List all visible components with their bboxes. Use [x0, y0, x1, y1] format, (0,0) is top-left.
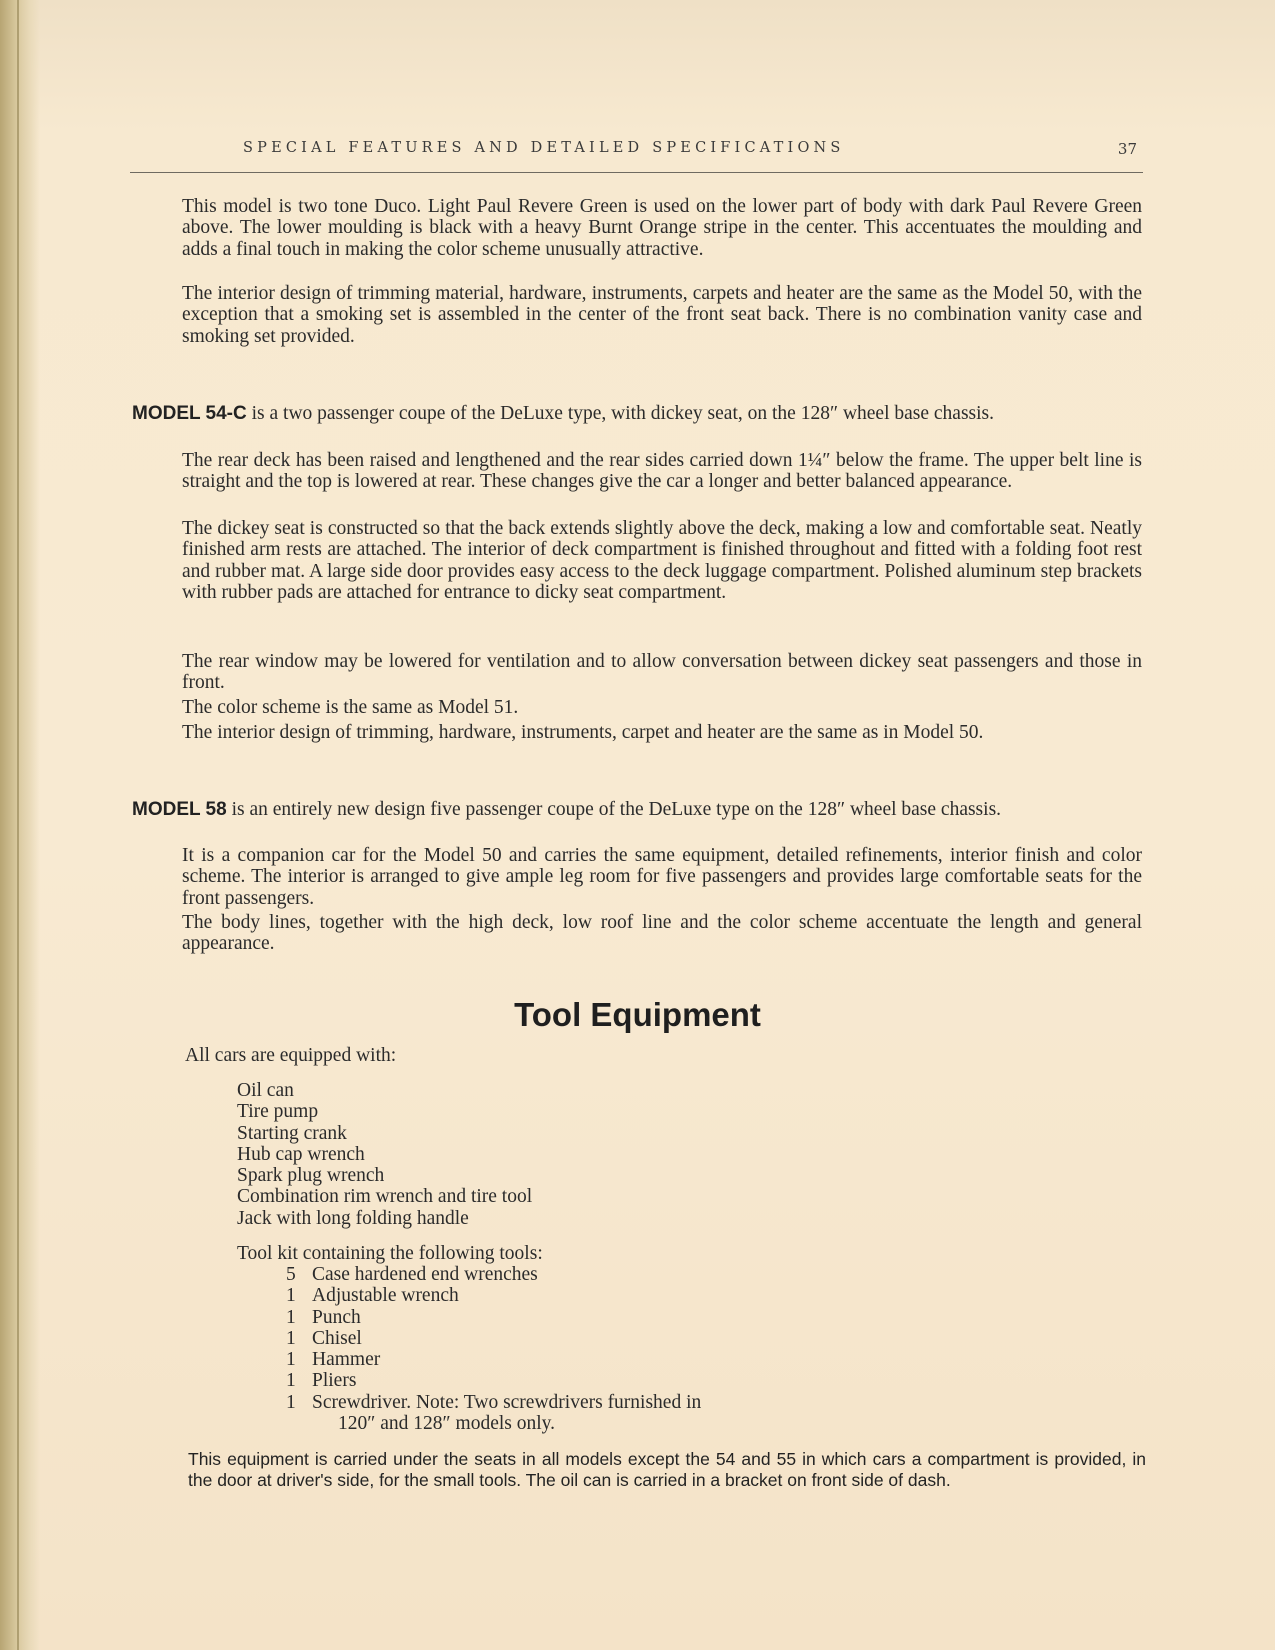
- kit-item-qty: 1: [286, 1391, 296, 1413]
- page-number: 37: [1117, 140, 1137, 158]
- tool-item: Oil can: [237, 1080, 294, 1101]
- tool-kit-heading: Tool kit containing the following tools:: [237, 1243, 543, 1264]
- model-58-lead-paragraph: [132, 799, 1142, 820]
- kit-note-continuation-text: 120″ and 128″ models only.: [338, 1413, 556, 1435]
- kit-item-name: Punch: [312, 1306, 361, 1328]
- intro-paragraph-1: This model is two tone Duco. Light Paul Revere Green is used on the lower part of body with dark Paul Revere Green above. The lower moulding is black with a heavy Burnt Orange stripe in the center. This accentuates the moulding and adds a final touch in making the color scheme unusually attractive.: [182, 196, 1142, 260]
- model-54c-paragraph-1: The rear deck has been raised and lengthened and the rear sides carried down 1¼″ below the frame. The upper belt line is straight and the top is lowered at rear. These changes give the car a longer and better balanced appearance.: [182, 450, 1142, 493]
- intro-paragraph-2: The interior design of trimming material, hardware, instruments, carpets and heater are the same as the Model 50, with the exception that a smoking set is assembled in the center of the front seat back. There is no combination vanity case and smoking set provided.: [182, 283, 1142, 347]
- kit-item: [286, 1349, 701, 1370]
- tool-kit-list: [286, 1264, 701, 1434]
- kit-item: [286, 1328, 701, 1349]
- kit-item-qty: 1: [286, 1370, 296, 1392]
- model-58-lead-text: is an entirely new design five passenger coupe of the DeLuxe type on the 128″ wheel base chassis.: [226, 799, 1002, 820]
- kit-note-continuation: [286, 1413, 701, 1434]
- tool-closing-paragraph: This equipment is carried under the seats in all models except the 54 and 55 in which cars a compartment is provided, in the door at driver's side, for the small tools. The oil can is carried in a bracket on front side of dash.: [188, 1449, 1146, 1491]
- kit-item: [286, 1285, 701, 1306]
- kit-item-qty: 1: [286, 1306, 296, 1328]
- kit-item: [286, 1264, 701, 1285]
- kit-item-name: Adjustable wrench: [312, 1285, 459, 1307]
- model-58-paragraph-1: It is a companion car for the Model 50 and carries the same equipment, detailed refinements, interior finish and color scheme. The interior is arranged to give ample leg room for five passengers and provides large comfortable seats for the front passengers.: [182, 845, 1142, 909]
- tool-item: Spark plug wrench: [237, 1165, 385, 1187]
- model-54c-lead-text: is a two passenger coupe of the DeLuxe type, with dickey seat, on the 128″ wheel base chassis.: [246, 403, 995, 424]
- kit-item-name: Pliers: [312, 1370, 357, 1392]
- kit-item: [286, 1370, 701, 1391]
- tool-item: Hub cap wrench: [237, 1143, 365, 1165]
- binding-edge-line: [17, 0, 19, 1650]
- kit-item-name: Chisel: [312, 1327, 362, 1349]
- kit-item-qty: 1: [286, 1285, 296, 1307]
- tool-item: Starting crank: [237, 1122, 347, 1144]
- kit-item: [286, 1307, 701, 1328]
- tool-intro: All cars are equipped with:: [185, 1045, 397, 1066]
- tool-item: Tire pump: [237, 1101, 319, 1123]
- kit-item-name: Screwdriver. Note: Two screwdrivers furnished in: [312, 1391, 702, 1413]
- kit-item-qty: 5: [286, 1264, 296, 1285]
- kit-item: [286, 1392, 701, 1413]
- kit-item-name: Hammer: [312, 1349, 381, 1371]
- running-header: [130, 138, 1143, 173]
- tool-item: Combination rim wrench and tire tool: [237, 1186, 533, 1208]
- kit-item-name: Case hardened end wrenches: [312, 1264, 538, 1285]
- model-54c-paragraph-4: The color scheme is the same as Model 51.: [182, 697, 519, 718]
- tool-list: [237, 1080, 532, 1229]
- page-binding-shadow: [0, 0, 40, 1650]
- kit-item-qty: 1: [286, 1349, 296, 1371]
- model-54c-paragraph-3: The rear window may be lowered for ventilation and to allow conversation between dickey seat passengers and those in front.: [182, 651, 1142, 694]
- tool-equipment-heading: Tool Equipment: [514, 996, 761, 1033]
- model-54c-paragraph-2: The dickey seat is constructed so that the back extends slightly above the deck, making a low and comfortable seat. Neatly finished arm rests are attached. The interior of deck compartment is finished throughout and fitted with a folding foot rest and rubber mat. A large side door provides easy access to the deck luggage compartment. Polished aluminum step brackets with rubber pads are attached for entrance to dicky seat compartment.: [182, 518, 1142, 603]
- model-54c-lead-paragraph: [132, 403, 1142, 424]
- header-title: SPECIAL FEATURES AND DETAILED SPECIFICATIONS: [243, 140, 845, 156]
- model-54c-label: MODEL 54-C: [132, 403, 247, 424]
- tool-item: Jack with long folding handle: [237, 1207, 469, 1229]
- model-54c-paragraph-5: The interior design of trimming, hardware, instruments, carpet and heater are the same as in Model 50.: [182, 722, 984, 743]
- model-58-paragraph-2: The body lines, together with the high deck, low roof line and the color scheme accentuate the length and general appearance.: [182, 912, 1142, 955]
- model-58-label: MODEL 58: [132, 799, 227, 820]
- kit-item-qty: 1: [286, 1327, 296, 1349]
